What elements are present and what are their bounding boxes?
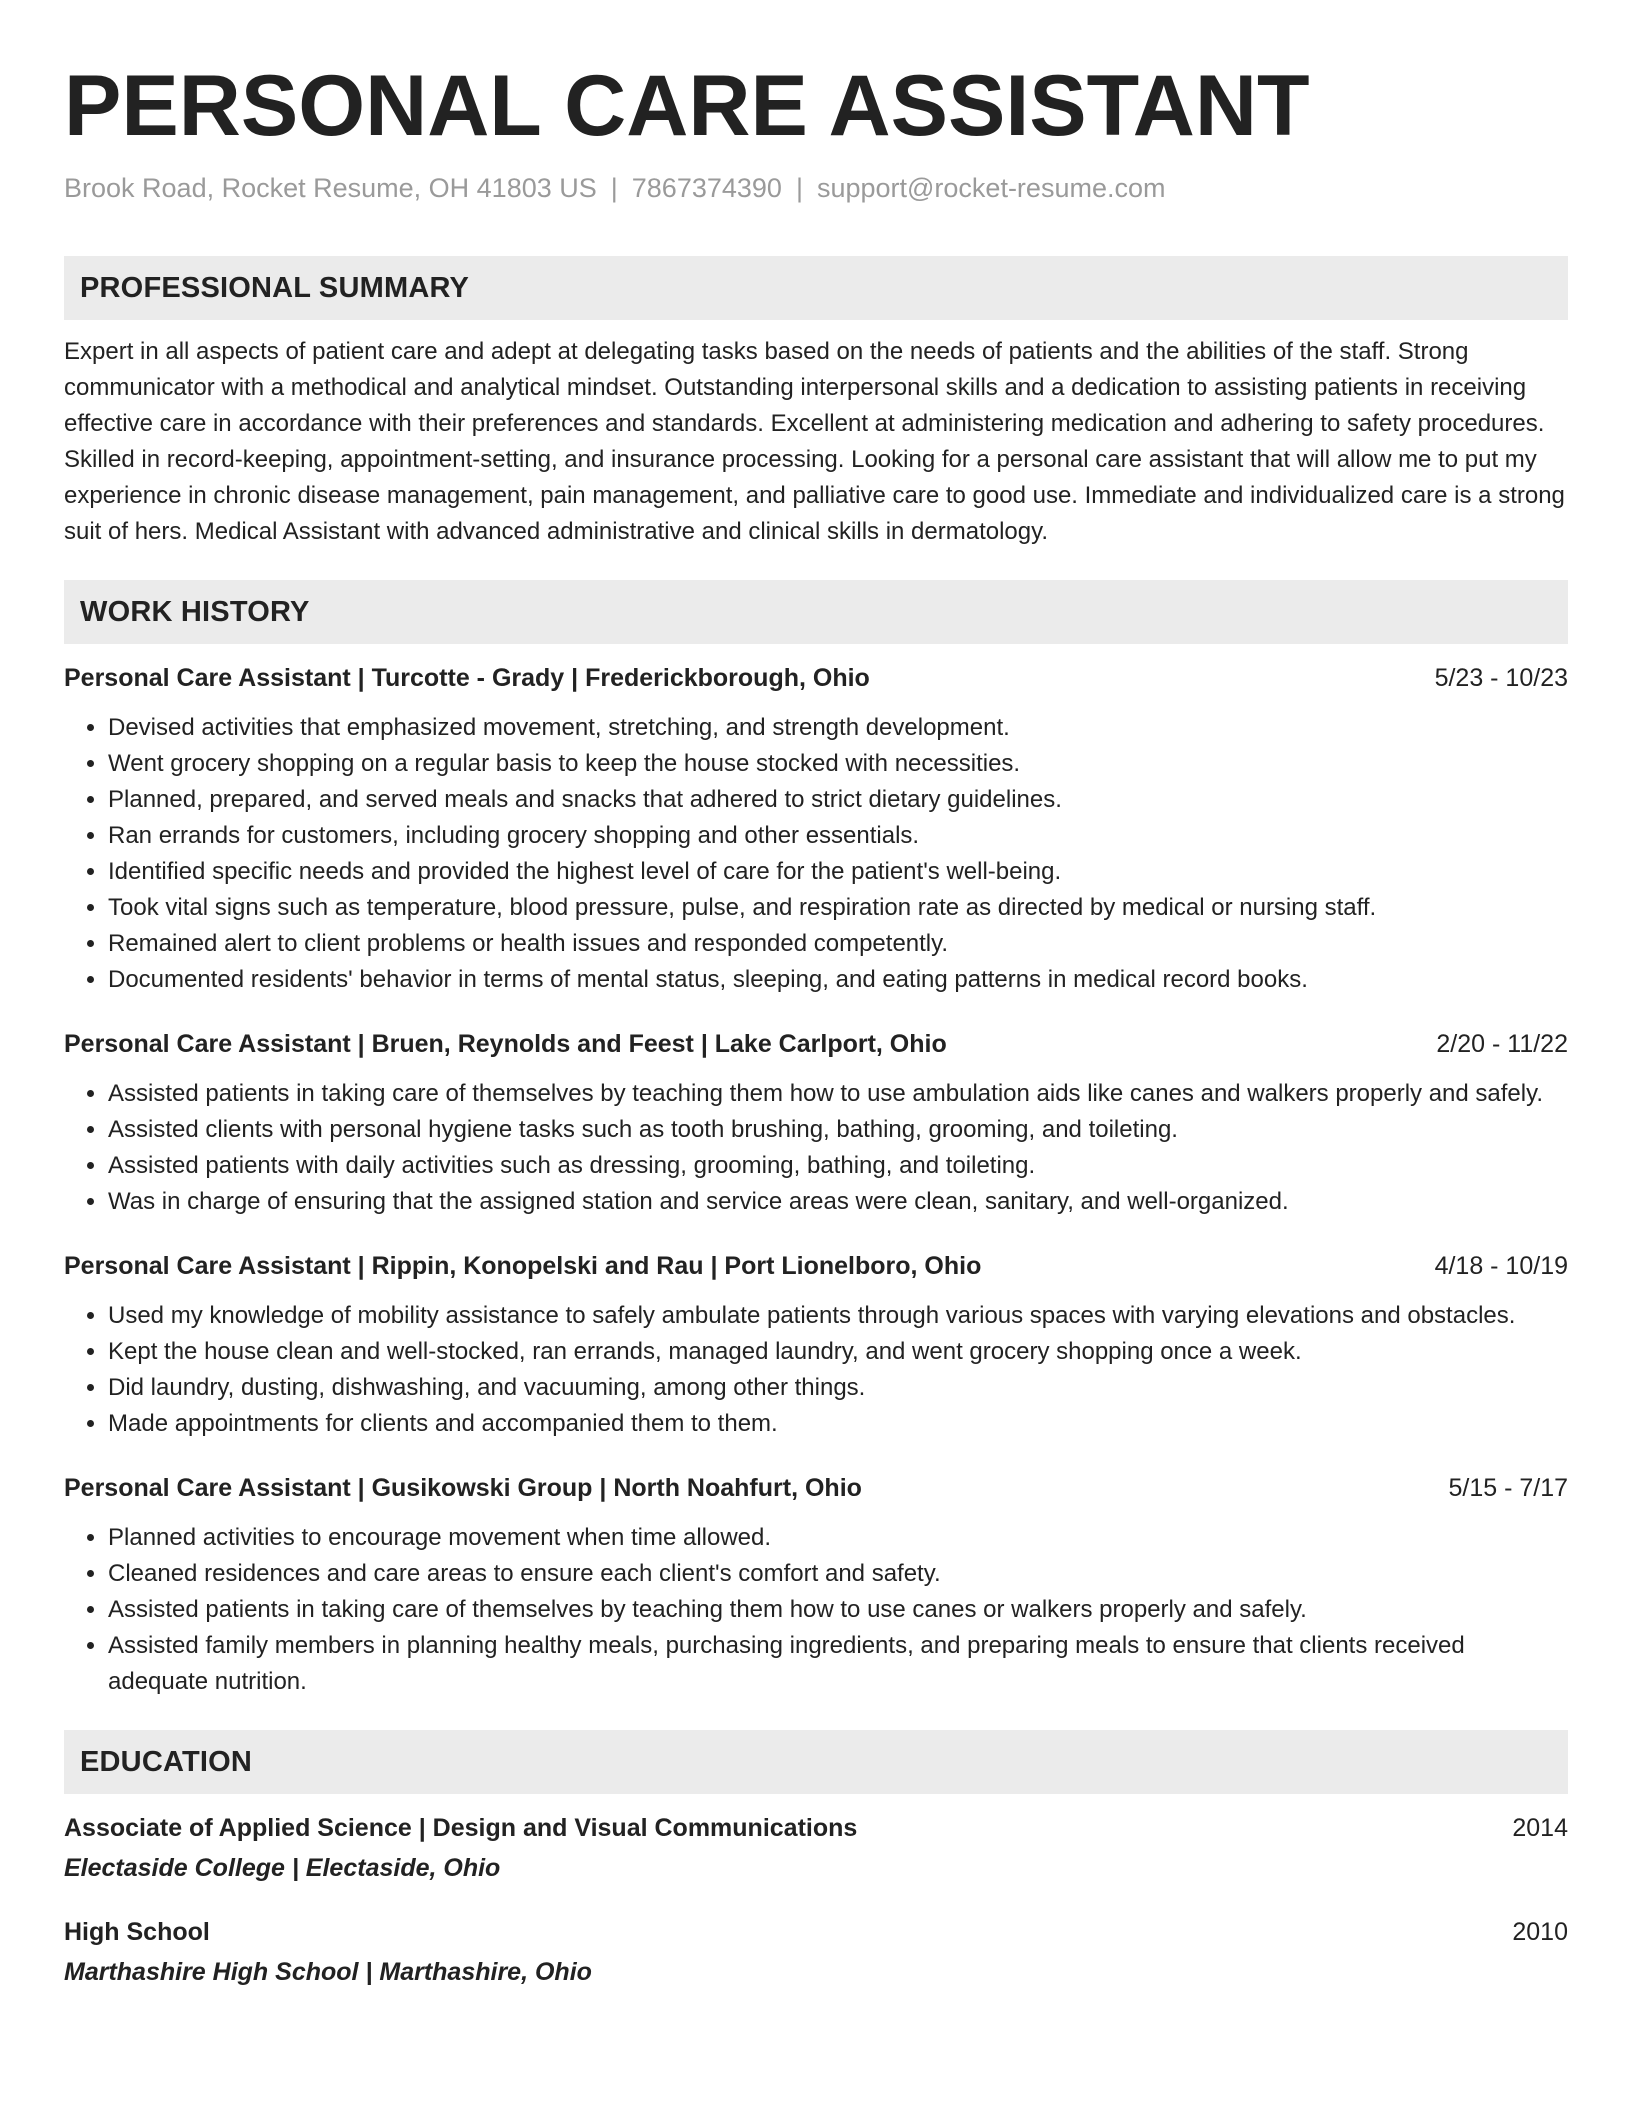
job-bullet: • Assisted family members in planning healthy meals, purchasing ingredients, and preparing meals to ensure that clients received adequate nutrition. [108, 1628, 1568, 1700]
job-header [64, 1248, 1568, 1284]
job-dates: 5/23 - 10/23 [1434, 664, 1568, 692]
job-bullet: • Cleaned residences and care areas to ensure each client's comfort and safety. [108, 1556, 1568, 1592]
job-bullet: • Was in charge of ensuring that the assigned station and service areas were clean, sanitary, and well-organized. [108, 1184, 1568, 1220]
job-entry [64, 1248, 1568, 1442]
section-header-education: EDUCATION [64, 1730, 1568, 1794]
job-bullet: • Assisted patients in taking care of themselves by teaching them how to use ambulation aids like canes and walkers properly and safely. [108, 1076, 1568, 1112]
job-dates: 4/18 - 10/19 [1434, 1252, 1568, 1280]
job-bullet: • Kept the house clean and well-stocked, ran errands, managed laundry, and went grocery shopping once a week. [108, 1334, 1568, 1370]
job-bullet: • Planned, prepared, and served meals and snacks that adhered to strict dietary guidelines. [108, 782, 1568, 818]
job-bullet: • Made appointments for clients and accompanied them to them. [108, 1406, 1568, 1442]
job-title: Personal Care Assistant | Rippin, Konopelski and Rau | Port Lionelboro, Ohio [64, 1252, 982, 1280]
job-bullet: • Documented residents' behavior in terms of mental status, sleeping, and eating patterns in medical record books. [108, 962, 1568, 998]
contact-email: support@rocket-resume.com [816, 173, 1166, 203]
job-dates: 2/20 - 11/22 [1436, 1030, 1568, 1058]
education-school: Marthashire High School | Marthashire, Ohio [64, 1958, 592, 1986]
education-degree: Associate of Applied Science | Design and Visual Communications [64, 1814, 858, 1842]
job-title: Personal Care Assistant | Gusikowski Group | North Noahfurt, Ohio [64, 1474, 862, 1502]
education-school: Electaside College | Electaside, Ohio [64, 1854, 501, 1882]
job-entry [64, 1470, 1568, 1700]
section-header-work-history: WORK HISTORY [64, 580, 1568, 644]
job-header [64, 660, 1568, 696]
job-entry [64, 1026, 1568, 1220]
job-bullet: • Assisted clients with personal hygiene tasks such as tooth brushing, bathing, grooming, and toileting. [108, 1112, 1568, 1148]
job-bullet: • Devised activities that emphasized movement, stretching, and strength development. [108, 710, 1568, 746]
job-bullet: • Assisted patients with daily activities such as dressing, grooming, bathing, and toileting. [108, 1148, 1568, 1184]
contact-separator: | [795, 173, 803, 203]
job-title: Personal Care Assistant | Bruen, Reynolds and Feest | Lake Carlport, Ohio [64, 1030, 947, 1058]
job-bullet: • Planned activities to encourage movement when time allowed. [108, 1520, 1568, 1556]
job-bullet: • Assisted patients in taking care of themselves by teaching them how to use canes or walkers properly and safely. [108, 1592, 1568, 1628]
job-header [64, 1470, 1568, 1506]
job-bullet: • Took vital signs such as temperature, blood pressure, pulse, and respiration rate as directed by medical or nursing staff. [108, 890, 1568, 926]
contact-separator: | [610, 173, 618, 203]
job-bullet: • Ran errands for customers, including grocery shopping and other essentials. [108, 818, 1568, 854]
education-entry [64, 1810, 1568, 1886]
contact-address: Brook Road, Rocket Resume, OH 41803 US [64, 173, 597, 203]
education-year: 2010 [1512, 1918, 1568, 1946]
job-bullet: • Used my knowledge of mobility assistance to safely ambulate patients through various spaces with varying elevations and obstacles. [108, 1298, 1568, 1334]
summary-text: Expert in all aspects of patient care and adept at delegating tasks based on the needs of patients and the abilities of the staff. Strong communicator with a methodical and analytical mindset. Outstanding interpersonal skills and a dedication to assisting patients in receiving effective care in accordance with their preferences and standards. Excellent at administering medication and adhering to safety procedures. Skilled in record-keeping, appointment-setting, and insurance processing. Looking for a personal care assistant that will allow me to put my experience in chronic disease management, pain management, and palliative care to good use. Immediate and individualized care is a strong suit of hers. Medical Assistant with advanced administrative and clinical skills in dermatology. [64, 338, 1565, 545]
job-header [64, 1026, 1568, 1062]
job-bullet: • Went grocery shopping on a regular basis to keep the house stocked with necessities. [108, 746, 1568, 782]
job-bullets [64, 1076, 1568, 1220]
job-bullets [64, 710, 1568, 998]
contact-line [64, 170, 1568, 206]
resume-name: PERSONAL CARE ASSISTANT [64, 58, 1310, 154]
education-header [64, 1914, 1568, 1950]
job-bullet: • Identified specific needs and provided the highest level of care for the patient's well-being. [108, 854, 1568, 890]
job-entry [64, 660, 1568, 998]
education-entry [64, 1914, 1568, 1990]
job-bullets [64, 1520, 1568, 1700]
job-dates: 5/15 - 7/17 [1448, 1474, 1568, 1502]
job-bullet: • Remained alert to client problems or health issues and responded competently. [108, 926, 1568, 962]
education-year: 2014 [1512, 1814, 1568, 1842]
education-header [64, 1810, 1568, 1846]
job-title: Personal Care Assistant | Turcotte - Grady | Frederickborough, Ohio [64, 664, 870, 692]
contact-phone: 7867374390 [631, 173, 782, 203]
education-degree: High School [64, 1918, 210, 1946]
job-bullet: • Did laundry, dusting, dishwashing, and vacuuming, among other things. [108, 1370, 1568, 1406]
job-bullets [64, 1298, 1568, 1442]
section-header-summary: PROFESSIONAL SUMMARY [64, 256, 1568, 320]
